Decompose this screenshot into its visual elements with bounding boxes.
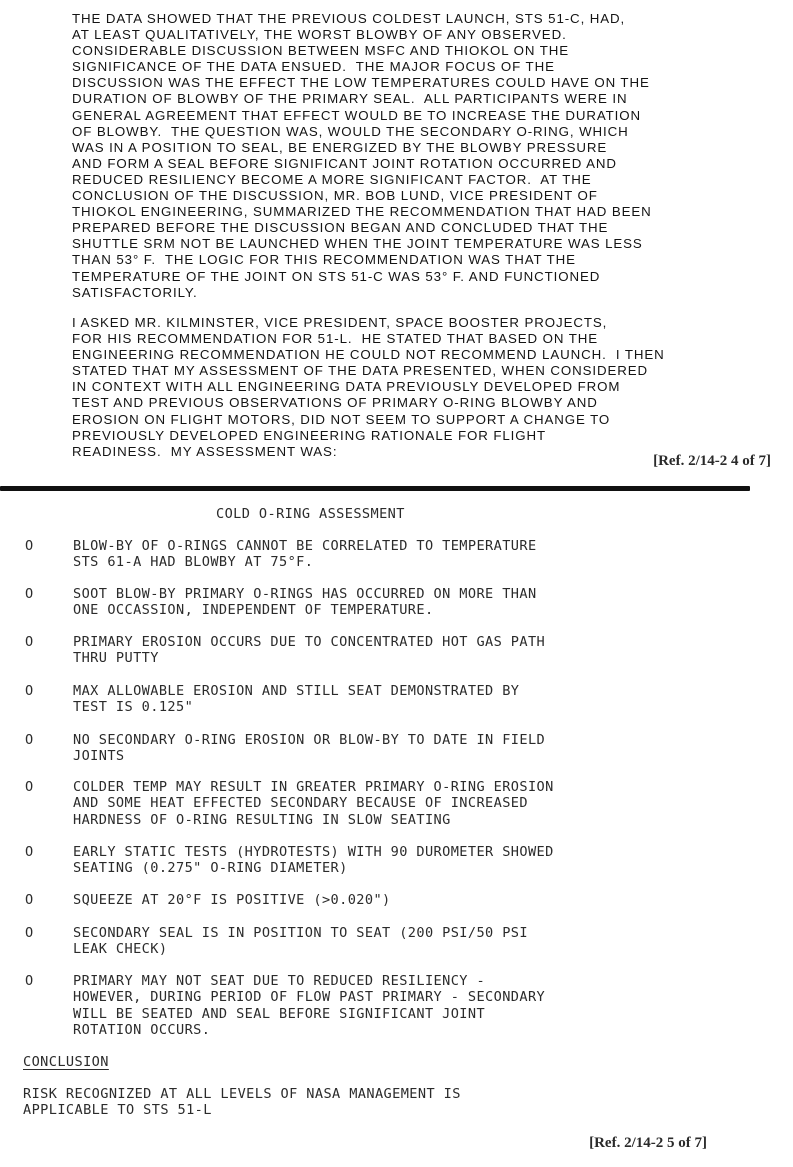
assessment-item-text: SECONDARY SEAL IS IN POSITION TO SEAT (200 PSI/50 PSI LEAK CHECK): [73, 925, 528, 958]
assessment-item-text: MAX ALLOWABLE EROSION AND STILL SEAT DEMONSTRATED BY TEST IS 0.125": [73, 683, 520, 716]
bullet-marker: O: [25, 634, 34, 650]
memo-paragraph-2: I ASKED MR. KILMINSTER, VICE PRESIDENT, SPACE BOOSTER PROJECTS, FOR HIS RECOMMENDATION FOR 51-L. HE STATED THAT BASED ON THE ENGINEERING RECOMMENDATION HE COULD NOT RECOMMEND LAUNCH. I THEN STATED THAT MY ASSESSMENT OF THE DATA PRESENTED, WHEN CONSIDERED IN CONTEXT WITH ALL ENGINEERING DATA PREVIOUSLY DEVELOPED FROM TEST AND PREVIOUS OBSERVATIONS OF PRIMARY O-RING BLOWBY AND EROSION ON FLIGHT MOTORS, DID NOT SEEM TO SUPPORT A CHANGE TO PREVIOUSLY DEVELOPED ENGINEERING RATIONALE FOR FLIGHT READINESS. MY ASSESSMENT WAS:: [72, 315, 665, 459]
bullet-marker: O: [25, 683, 34, 699]
bullet-marker: O: [25, 925, 34, 941]
section-divider: [0, 486, 750, 491]
bullet-marker: O: [25, 732, 34, 748]
assessment-item-text: PRIMARY EROSION OCCURS DUE TO CONCENTRATED HOT GAS PATH THRU PUTTY: [73, 634, 546, 667]
bullet-marker: O: [25, 973, 34, 989]
page-reference-bottom: [Ref. 2/14-2 5 of 7]: [589, 1135, 707, 1151]
bullet-marker: O: [25, 892, 34, 908]
memo-paragraph-1: THE DATA SHOWED THAT THE PREVIOUS COLDEST LAUNCH, STS 51-C, HAD, AT LEAST QUALITATIVELY, THE WORST BLOWBY OF ANY OBSERVED. CONSIDERABLE DISCUSSION BETWEEN MSFC AND THIOKOL ON THE SIGNIFICANCE OF THE DATA ENSUED. THE MAJOR FOCUS OF THE DISCUSSION WAS THE EFFECT THE LOW TEMPERATURES COULD HAVE ON THE DURATION OF BLOWBY OF THE PRIMARY SEAL. ALL PARTICIPANTS WERE IN GENERAL AGREEMENT THAT EFFECT WOULD BE TO INCREASE THE DURATION OF BLOWBY. THE QUESTION WAS, WOULD THE SECONDARY O-RING, WHICH WAS IN A POSITION TO SEAL, BE ENERGIZED BY THE BLOWBY PRESSURE AND FORM A SEAL BEFORE SIGNIFICANT JOINT ROTATION OCCURRED AND REDUCED RESILIENCY BECOME A MORE SIGNIFICANT FACTOR. AT THE CONCLUSION OF THE DISCUSSION, MR. BOB LUND, VICE PRESIDENT OF THIOKOL ENGINEERING, SUMMARIZED THE RECOMMENDATION THAT HAD BEEN PREPARED BEFORE THE DISCUSSION BEGAN AND CONCLUDED THAT THE SHUTTLE SRM NOT BE LAUNCHED WHEN THE JOINT TEMPERATURE WAS LESS THAN 53° F. THE LOGIC FOR THIS RECOMMENDATION WAS THAT THE TEMPERATURE OF THE JOINT ON STS 51-C WAS 53° F. AND FUNCTIONED SATISFACTORILY.: [72, 11, 652, 300]
bullet-marker: O: [25, 779, 34, 795]
assessment-item-text: EARLY STATIC TESTS (HYDROTESTS) WITH 90 DUROMETER SHOWED SEATING (0.275" O-RING DIAMETER): [73, 844, 554, 877]
conclusion-text: RISK RECOGNIZED AT ALL LEVELS OF NASA MANAGEMENT IS APPLICABLE TO STS 51-L: [23, 1086, 461, 1119]
page-reference-top: [Ref. 2/14-2 4 of 7]: [653, 453, 771, 469]
conclusion-heading: CONCLUSION: [23, 1054, 109, 1070]
bullet-marker: O: [25, 538, 34, 554]
assessment-item-text: SOOT BLOW-BY PRIMARY O-RINGS HAS OCCURRED ON MORE THAN ONE OCCASSION, INDEPENDENT OF TEMPERATURE.: [73, 586, 537, 619]
bullet-marker: O: [25, 586, 34, 602]
assessment-item-text: COLDER TEMP MAY RESULT IN GREATER PRIMARY O-RING EROSION AND SOME HEAT EFFECTED SECONDARY BECAUSE OF INCREASED HARDNESS OF O-RING RESULTING IN SLOW SEATING: [73, 779, 554, 828]
bullet-marker: O: [25, 844, 34, 860]
assessment-item-text: BLOW-BY OF O-RINGS CANNOT BE CORRELATED TO TEMPERATURE STS 61-A HAD BLOWBY AT 75°F.: [73, 538, 537, 571]
assessment-title: COLD O-RING ASSESSMENT: [216, 506, 405, 522]
assessment-item-text: SQUEEZE AT 20°F IS POSITIVE (>0.020"): [73, 892, 391, 908]
assessment-item-text: PRIMARY MAY NOT SEAT DUE TO REDUCED RESILIENCY - HOWEVER, DURING PERIOD OF FLOW PAST PRIMARY - SECONDARY WILL BE SEATED AND SEAL BEFORE SIGNIFICANT JOINT ROTATION OCCURS.: [73, 973, 546, 1039]
assessment-item-text: NO SECONDARY O-RING EROSION OR BLOW-BY TO DATE IN FIELD JOINTS: [73, 732, 546, 765]
